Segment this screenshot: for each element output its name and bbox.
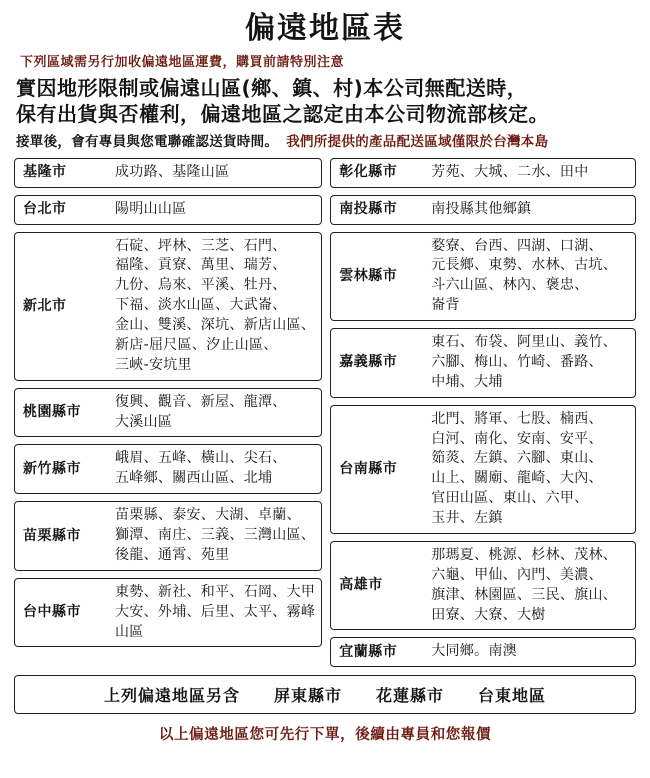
policy-statement [16,75,636,128]
area-line: 東石、布袋、阿里山、義竹、 [431,334,618,351]
area-line: 大溪山區 [115,413,173,430]
additional-regions-label: 上列偏遠地區另含 [103,686,240,706]
area-line: 崙背 [431,297,460,314]
region-row [14,388,322,438]
region-row [14,158,322,188]
area-line: 新店-屈尺區、汐止山區、 [115,336,278,353]
region-areas [427,159,635,187]
region-grid [14,158,636,668]
region-row [330,158,636,188]
region-areas [427,542,635,630]
region-city: 台中縣市 [23,604,81,621]
region-city: 嘉義縣市 [339,354,398,371]
area-line: 旗津、林園區、三民、旗山、 [431,586,618,603]
area-line: 苗栗縣、泰安、大湖、卓蘭、 [115,507,301,524]
region-column-left [14,158,322,648]
region-city: 桃園縣市 [23,404,81,421]
policy-line-2: 保有出貨與否權利，偏遠地區之認定由本公司物流部核定。 [16,102,549,127]
region-areas [427,233,635,321]
region-city: 雲林縣市 [339,267,398,284]
area-line: 婺寮、台西、四湖、口湖、 [431,237,603,254]
region-row [14,195,322,225]
surcharge-note: 下列區域需另行加收偏遠地區運費，購買前請特別注意 [20,55,345,70]
region-row [330,328,636,398]
area-line: 六龜、甲仙、內門、美濃、 [431,566,603,583]
region-areas [427,329,635,397]
area-line: 峨眉、五峰、橫山、尖石、 [115,450,287,467]
area-line: 山區 [115,623,144,640]
coverage-note: 我們所提供的產品配送區域僅限於台灣本島 [286,133,549,150]
area-line: 石碇、坪林、三芝、石門、 [115,237,287,254]
region-row [14,232,322,381]
area-line: 六腳、梅山、竹崎、番路、 [431,353,603,370]
confirmation-note: 接單後，會有專員與您電聯確認送貨時間。 [16,133,279,150]
region-areas [427,638,635,666]
confirmation-row [16,130,636,150]
region-row [330,195,636,225]
region-areas [427,406,635,533]
area-line: 後龍、通霄、苑里 [115,546,230,563]
region-city: 基隆市 [23,164,67,181]
area-line: 芳苑、大城、二水、田中 [431,163,589,180]
area-line: 筎菼、左鎮、六腳、東山、 [431,450,603,467]
region-city: 台北市 [23,201,67,218]
region-city: 宜蘭縣市 [339,643,398,660]
area-line: 復興、觀音、新屋、龍潭、 [115,393,287,410]
region-areas [111,159,321,187]
area-line: 南投縣其他鄉鎮 [431,200,532,217]
region-row [14,501,322,571]
region-areas [111,233,321,380]
region-row [330,541,636,631]
order-instruction: 以上偏遠地區您可先行下單，後續由專員和您報價 [158,727,492,744]
area-line: 成功路、基隆山區 [115,163,230,180]
region-areas [111,389,321,437]
area-line: 玉井、左鎮 [431,510,503,527]
region-row [14,444,322,494]
area-line: 五峰鄉、關西山區、北埔 [115,470,273,487]
region-city: 新北市 [23,297,67,314]
region-city: 台南縣市 [339,460,398,477]
region-areas [111,502,321,570]
area-line: 九份、烏來、平溪、牡丹、 [115,277,287,294]
region-city: 苗栗縣市 [23,527,81,544]
region-areas [427,196,635,224]
area-line: 大同鄉。南澳 [431,643,518,660]
area-line: 山上、關廟、龍崎、大內、 [431,470,603,487]
additional-region-taitung: 台東地區 [478,686,547,706]
region-row [330,637,636,667]
area-line: 中埔、大埔 [431,373,503,390]
area-line: 福隆、貢寮、萬里、瑞芳、 [115,257,287,274]
area-line: 三峽-安坑里 [115,356,192,373]
region-row [14,578,322,648]
region-areas [111,445,321,493]
region-row [330,405,636,534]
area-line: 下福、淡水山區、大武崙、 [115,297,287,314]
region-column-right [330,158,636,668]
area-line: 元長鄉、東勢、水林、古坑、 [431,257,618,274]
region-areas [111,196,321,224]
area-line: 官田山區、東山、六甲、 [431,490,589,507]
area-line: 金山、雙溪、深坑、新店山區、 [115,317,316,334]
additional-regions-bar [14,675,636,714]
area-line: 斗六山區、林內、褒忠、 [431,277,589,294]
area-line: 田寮、大寮、大樹 [431,606,546,623]
page-title: 偏遠地區表 [245,11,405,46]
region-city: 高雄市 [339,577,383,594]
area-line: 東勢、新社、和平、石岡、大甲 [115,583,316,600]
region-city: 新竹縣市 [23,460,81,477]
additional-region-pingtung: 屏東縣市 [273,686,342,706]
policy-line-1: 實因地形限制或偏遠山區(鄉、鎮、村)本公司無配送時， [16,76,528,100]
area-line: 那瑪夏、桃源、杉林、茂林、 [431,546,618,563]
region-city: 南投縣市 [339,201,398,218]
region-row [330,232,636,322]
area-line: 白河、南化、安南、安平、 [431,430,603,447]
area-line: 陽明山山區 [115,200,187,217]
additional-region-hualien: 花蓮縣市 [376,686,445,706]
area-line: 大安、外埔、后里、太平、霧峰 [115,603,316,620]
region-city: 彰化縣市 [339,164,398,181]
area-line: 北門、將軍、七股、楠西、 [431,410,603,427]
area-line: 獅潭、南庄、三義、三灣山區、 [115,527,316,544]
region-areas [111,579,321,647]
